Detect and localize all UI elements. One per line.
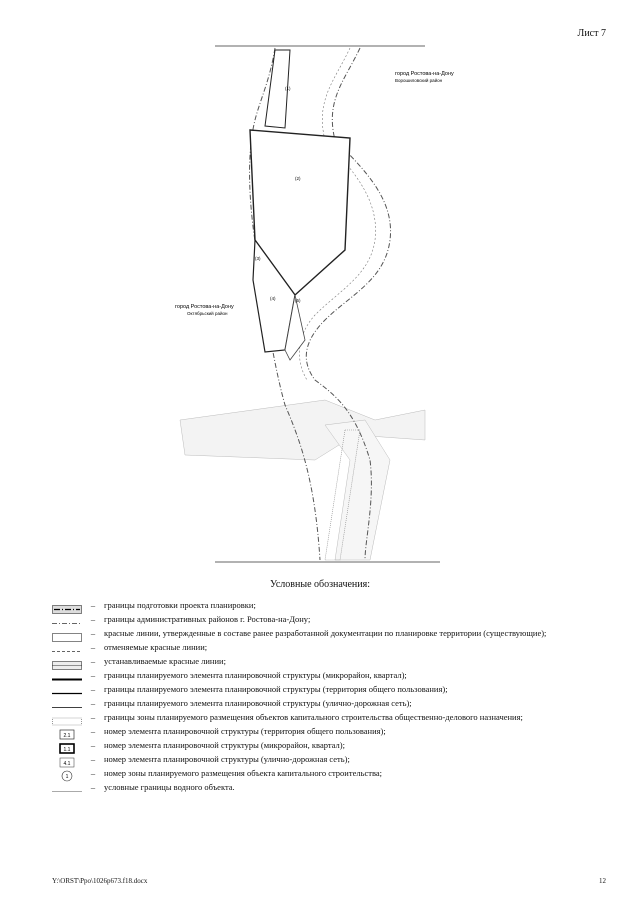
- planning-map: [175, 40, 454, 570]
- svg-text:2.1: 2.1: [63, 733, 71, 739]
- legend-dash: –: [90, 656, 96, 666]
- zone-label-3: (3): [255, 256, 261, 261]
- legend-item: [52, 628, 592, 639]
- legend-item: [52, 726, 592, 737]
- existing-red-lines-swatch: [52, 629, 82, 638]
- legend-item: [52, 600, 592, 611]
- legend-item: [52, 754, 592, 765]
- road-network-number-swatch: [52, 755, 82, 767]
- legend-dash: –: [90, 684, 96, 694]
- legend-item: [52, 684, 592, 695]
- legend: [52, 600, 592, 796]
- business-zone-boundary-swatch: [52, 713, 82, 722]
- oktyabrsky-city-label: город Ростова-на-Дону: [175, 304, 234, 310]
- legend-dash: –: [90, 614, 96, 624]
- legend-text: красные линии, утвержденные в составе ранее разработанной документации по планировке территории (существующие);: [104, 628, 547, 638]
- page-number: 12: [599, 877, 606, 885]
- legend-dash: –: [90, 628, 96, 638]
- legend-item: [52, 740, 592, 751]
- planning-boundary-swatch: [52, 601, 82, 610]
- legend-text: границы планируемого элемента планировочной структуры (микрорайон, квартал);: [104, 670, 407, 680]
- legend-text: номер элемента планировочной структуры (территория общего пользования);: [104, 726, 386, 736]
- voroshilovsky-district-label: Ворошиловский район: [395, 78, 443, 83]
- legend-text: номер элемента планировочной структуры (улично-дорожная сеть);: [104, 754, 350, 764]
- legend-dash: –: [90, 670, 96, 680]
- legend-text: отменяемые красные линии;: [104, 642, 208, 652]
- svg-text:4.1: 4.1: [63, 761, 71, 767]
- svg-text:1: 1: [65, 774, 69, 780]
- water-object-boundary-swatch: [52, 783, 82, 792]
- legend-text: устанавливаемые красные линии;: [104, 656, 226, 666]
- public-territory-boundary-swatch: [52, 685, 82, 694]
- legend-item: [52, 782, 592, 793]
- legend-item: [52, 712, 592, 723]
- legend-item: [52, 698, 592, 709]
- legend-title: Условные обозначения:: [269, 579, 370, 590]
- legend-dash: –: [90, 768, 96, 778]
- svg-text:1.1: 1.1: [63, 747, 71, 753]
- legend-text: границы зоны планируемого размещения объектов капитального строительства общественно-делового назначения;: [104, 712, 523, 722]
- legend-dash: –: [90, 740, 96, 750]
- legend-item: [52, 670, 592, 681]
- legend-dash: –: [90, 782, 96, 792]
- admin-district-boundary-swatch: [52, 615, 82, 624]
- legend-text: границы подготовки проекта планировки;: [104, 600, 256, 610]
- legend-text: границы планируемого элемента планировочной структуры (улично-дорожная сеть);: [104, 698, 412, 708]
- legend-text: номер элемента планировочной структуры (микрорайон, квартал);: [104, 740, 345, 750]
- oktyabrsky-district-label: Октябрьский район: [187, 311, 228, 316]
- legend-item: [52, 614, 592, 625]
- legend-dash: –: [90, 754, 96, 764]
- zone-number-swatch: [52, 769, 82, 778]
- legend-dash: –: [90, 712, 96, 722]
- sheet-label: Лист 7: [577, 28, 606, 39]
- voroshilovsky-city-label: город Ростова-на-Дону: [395, 71, 454, 77]
- legend-dash: –: [90, 642, 96, 652]
- microdistrict-boundary-swatch: [52, 671, 82, 680]
- legend-item: [52, 656, 592, 667]
- legend-text: границы планируемого элемента планировочной структуры (территория общего пользования);: [104, 684, 448, 694]
- microdistrict-number-swatch: [52, 741, 82, 753]
- established-red-lines-swatch: [52, 657, 82, 666]
- cancelled-red-lines-swatch: [52, 643, 82, 652]
- zone-label-2: (2): [295, 176, 301, 181]
- zone-label-4: (4): [270, 296, 276, 301]
- legend-text: границы административных районов г. Ростова-на-Дону;: [104, 614, 311, 624]
- legend-item: [52, 768, 592, 779]
- legend-dash: –: [90, 600, 96, 610]
- public-territory-number-swatch: [52, 727, 82, 739]
- legend-item: [52, 642, 592, 653]
- zone-label-1: (1): [285, 86, 291, 91]
- road-network-boundary-swatch: [52, 699, 82, 708]
- legend-dash: –: [90, 698, 96, 708]
- footer-file-path: Y:\ORST\Ppo\1026p673.f18.docx: [52, 877, 148, 885]
- legend-text: номер зоны планируемого размещения объекта капитального строительства;: [104, 768, 382, 778]
- zone-label-5: (5): [295, 298, 301, 303]
- legend-text: условные границы водного объекта.: [104, 782, 235, 792]
- legend-dash: –: [90, 726, 96, 736]
